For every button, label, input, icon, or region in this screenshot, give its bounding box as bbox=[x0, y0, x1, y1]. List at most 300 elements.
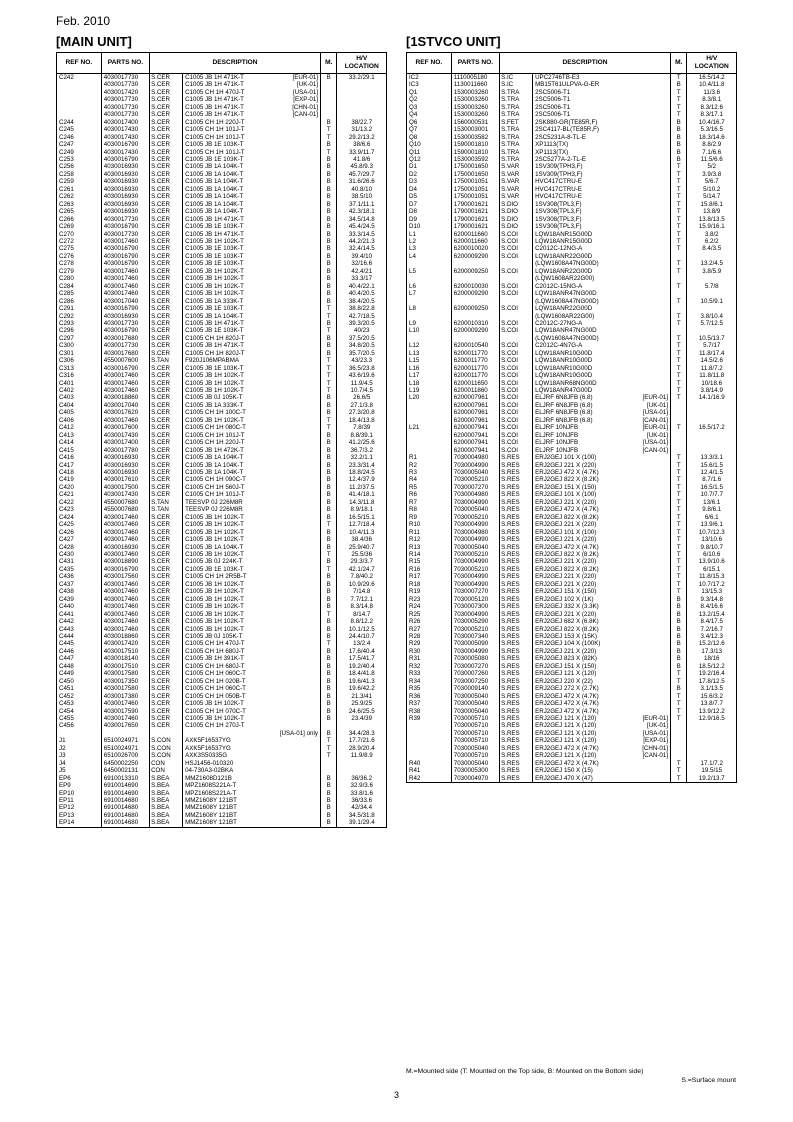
mounted-side: T bbox=[670, 96, 687, 103]
table-row bbox=[57, 790, 387, 797]
mounted-side: T bbox=[320, 313, 337, 320]
version-tag: [EUR-01] bbox=[292, 74, 318, 81]
part-number: 4030017730 bbox=[101, 111, 149, 118]
mounted-side: B bbox=[320, 536, 337, 543]
hv-location: 28.9/20.4 bbox=[337, 745, 387, 752]
ref-no: C441 bbox=[57, 611, 102, 618]
part-type: S.RES bbox=[500, 678, 533, 685]
part-number: 1790001621 bbox=[451, 223, 499, 230]
part-type: S.RES bbox=[500, 722, 533, 729]
ref-no bbox=[407, 260, 452, 267]
table-row bbox=[407, 335, 737, 342]
ref-no: Q7 bbox=[407, 126, 452, 133]
table-row bbox=[57, 96, 387, 103]
ref-no: C245 bbox=[57, 126, 102, 133]
part-description bbox=[533, 603, 671, 610]
part-type: S.CER bbox=[150, 394, 183, 401]
part-number: 4030017040 bbox=[101, 402, 149, 409]
description-text: C1005 JB 1E 103K-T bbox=[185, 327, 244, 335]
mounted-side: B bbox=[670, 663, 687, 670]
mounted-side: B bbox=[670, 119, 687, 126]
mounted-side: T bbox=[670, 245, 687, 252]
ref-no: C425 bbox=[57, 521, 102, 528]
part-description bbox=[183, 812, 321, 819]
description-text: ERJ2GEJ 822 X (8.2K) bbox=[535, 565, 599, 573]
description-text: ERJ2GEJ 121 X (120) bbox=[535, 714, 597, 722]
ref-no bbox=[407, 313, 452, 320]
table-row bbox=[407, 633, 737, 640]
part-number: 1130011660 bbox=[451, 81, 499, 88]
hv-location: 15.9/16.1 bbox=[687, 223, 737, 230]
mounted-side: T bbox=[670, 588, 687, 595]
hv-location: 8.8/12.2 bbox=[337, 618, 387, 625]
table-row bbox=[57, 104, 387, 111]
table-row bbox=[57, 372, 387, 379]
mounted-side: T bbox=[320, 372, 337, 379]
description-text: C1005 CH 1H 101J-T bbox=[185, 133, 245, 141]
table-row bbox=[57, 640, 387, 647]
hv-location: 13.9/12.2 bbox=[687, 708, 737, 715]
part-number: 6200010030 bbox=[451, 283, 499, 290]
ref-no bbox=[407, 722, 452, 729]
description-text: ERJ2GEJ 682 X (6.8K) bbox=[535, 618, 599, 626]
description-text: C1005 JB 1A 104K-T bbox=[185, 208, 244, 216]
table-row bbox=[407, 529, 737, 536]
part-type: S.RES bbox=[500, 521, 533, 528]
ref-no: C439 bbox=[57, 596, 102, 603]
table-row bbox=[407, 245, 737, 252]
description-text: C1005 JB 1H 102K-T bbox=[185, 416, 244, 424]
part-description bbox=[533, 380, 671, 387]
hv-location: 19.6/41.3 bbox=[337, 678, 387, 685]
ref-no: L4 bbox=[407, 253, 452, 260]
ref-no: R40 bbox=[407, 760, 452, 767]
description-text: C1005 JB 1H 391K-T bbox=[185, 655, 244, 663]
mounted-side: B bbox=[320, 678, 337, 685]
part-description bbox=[183, 119, 321, 126]
description-text: LQW18ANR15G00D bbox=[535, 237, 593, 245]
mounted-side bbox=[320, 81, 337, 88]
hv-location bbox=[337, 722, 387, 729]
hv-location bbox=[687, 402, 737, 409]
part-type: S.COI bbox=[500, 290, 533, 297]
description-text: ERJ2GEJ 151 X (150) bbox=[535, 588, 597, 596]
parts-no-header: PARTS NO. bbox=[451, 53, 499, 74]
mounted-side: T bbox=[670, 193, 687, 200]
table-row bbox=[57, 387, 387, 394]
part-type: S.RES bbox=[500, 685, 533, 692]
table-row bbox=[57, 447, 387, 454]
part-number bbox=[451, 298, 499, 305]
mounted-side: B bbox=[320, 335, 337, 342]
part-number: 4030017430 bbox=[101, 432, 149, 439]
description-text: MMZ1608Y 121BT bbox=[185, 811, 237, 819]
ref-no: J1 bbox=[57, 737, 102, 744]
ref-no bbox=[407, 335, 452, 342]
part-number: 4030017420 bbox=[101, 640, 149, 647]
description-text: C1005 JB 1E 103K-T bbox=[185, 252, 244, 260]
description-text: ERJ2GEJ 472 X (4.7K) bbox=[535, 744, 599, 752]
hv-location: 38.4/20.5 bbox=[337, 298, 387, 305]
hv-location: 12.7/18.4 bbox=[337, 521, 387, 528]
part-number: 4030016930 bbox=[101, 193, 149, 200]
part-description bbox=[533, 163, 671, 170]
mounted-side: T bbox=[670, 566, 687, 573]
table-row bbox=[407, 350, 737, 357]
hv-location: 36/36.2 bbox=[337, 775, 387, 782]
part-type: S.COI bbox=[500, 342, 533, 349]
description-text: ERJ2GEJ 221 X (220) bbox=[535, 573, 597, 581]
ref-no: C430 bbox=[57, 551, 102, 558]
description-text: C1005 CH 1H 820J-T bbox=[185, 334, 245, 342]
ref-no: Q6 bbox=[407, 119, 452, 126]
ref-no: C265 bbox=[57, 208, 102, 215]
part-type: S.CER bbox=[150, 566, 183, 573]
mounted-side: T bbox=[670, 342, 687, 349]
description-text: AXK5F16537YG bbox=[185, 737, 231, 745]
mounted-side: B bbox=[320, 819, 337, 827]
description-text: C1005 JB 1H 471K-T bbox=[185, 103, 244, 111]
part-description bbox=[533, 514, 671, 521]
part-number: 4030016790 bbox=[101, 365, 149, 372]
hv-location: 10.7/12.3 bbox=[687, 529, 737, 536]
hv-location bbox=[687, 327, 737, 334]
part-description bbox=[533, 119, 671, 126]
description-text: ERJ2GEJ 822 X (8.2K) bbox=[535, 551, 599, 558]
part-number: 1530003582 bbox=[451, 134, 499, 141]
hv-location bbox=[337, 96, 387, 103]
part-number: 6200011650 bbox=[451, 380, 499, 387]
mounted-side: T bbox=[670, 178, 687, 185]
ref-no: L21 bbox=[407, 424, 452, 431]
part-number: 1750001051 bbox=[451, 193, 499, 200]
part-type: S.RES bbox=[500, 454, 533, 461]
table-row bbox=[407, 320, 737, 327]
part-description bbox=[533, 74, 671, 82]
table-row bbox=[407, 722, 737, 729]
table-row bbox=[57, 670, 387, 677]
hv-location: 33.8/1.6 bbox=[337, 790, 387, 797]
hv-location: 5/2 bbox=[687, 163, 737, 170]
description-text: LQW18ANR10G00D bbox=[535, 349, 593, 357]
part-description bbox=[533, 290, 671, 297]
part-description bbox=[183, 193, 321, 200]
part-number: 4030017460 bbox=[101, 290, 149, 297]
part-number: 4030016930 bbox=[101, 163, 149, 170]
part-number: 4030017560 bbox=[101, 573, 149, 580]
mounted-side: B bbox=[320, 596, 337, 603]
part-number: 7030005120 bbox=[451, 596, 499, 603]
ref-no: L2 bbox=[407, 238, 452, 245]
mounted-side: B bbox=[320, 700, 337, 707]
part-number: 6200011770 bbox=[451, 365, 499, 372]
mounted-side: B bbox=[320, 708, 337, 715]
table-row bbox=[57, 171, 387, 178]
mounted-side: B bbox=[320, 648, 337, 655]
part-number: 4030016790 bbox=[101, 223, 149, 230]
part-number: 4550007680 bbox=[101, 499, 149, 506]
description-text: HVC417CTRU-E bbox=[535, 178, 582, 186]
part-type: S.RES bbox=[500, 626, 533, 633]
mounted-side-header: M. bbox=[670, 53, 687, 74]
table-row bbox=[407, 730, 737, 737]
hv-location bbox=[687, 745, 737, 752]
hv-location: 31.6/26.6 bbox=[337, 178, 387, 185]
part-description bbox=[183, 149, 321, 156]
part-description bbox=[183, 238, 321, 245]
mounted-side bbox=[670, 737, 687, 744]
description-text: C1005 JB 1H 102K-T bbox=[185, 551, 244, 558]
table-row bbox=[57, 327, 387, 334]
part-type: S.CON bbox=[150, 752, 183, 759]
hv-location: 45.8/9.3 bbox=[337, 163, 387, 170]
part-description bbox=[183, 126, 321, 133]
mounted-side: B bbox=[320, 491, 337, 498]
description-text: C1005 JB 1A 104K-T bbox=[185, 469, 244, 477]
mounted-side: T bbox=[670, 462, 687, 469]
part-number: 4030016790 bbox=[101, 566, 149, 573]
hv-location: 25.9/40.7 bbox=[337, 544, 387, 551]
table-row bbox=[57, 163, 387, 170]
part-number: 7030007300 bbox=[451, 603, 499, 610]
ref-no: C402 bbox=[57, 387, 102, 394]
table-row bbox=[57, 298, 387, 305]
mounted-side bbox=[670, 253, 687, 260]
hv-location: 3.8/10.4 bbox=[687, 313, 737, 320]
hv-location: 45.7/29.7 bbox=[337, 171, 387, 178]
part-type: S.RES bbox=[500, 544, 533, 551]
description-text: C1005 CH 1H 101J-T bbox=[185, 491, 245, 499]
mounted-side: T bbox=[670, 476, 687, 483]
ref-no: C259 bbox=[57, 178, 102, 185]
ref-no: C440 bbox=[57, 603, 102, 610]
hv-location: 13.8/9 bbox=[687, 208, 737, 215]
part-number: 7030005080 bbox=[451, 655, 499, 662]
part-number: 7030004990 bbox=[451, 573, 499, 580]
part-number: 6910014680 bbox=[101, 797, 149, 804]
part-type: S.RES bbox=[500, 588, 533, 595]
hv-location: 7.2/16.7 bbox=[687, 626, 737, 633]
hv-location: 31/13.2 bbox=[337, 126, 387, 133]
part-description bbox=[183, 186, 321, 193]
part-type: S.RES bbox=[500, 476, 533, 483]
part-number: 4030017460 bbox=[101, 551, 149, 558]
part-description bbox=[533, 327, 671, 334]
mounted-side: B bbox=[320, 529, 337, 536]
mounted-side: T bbox=[670, 380, 687, 387]
part-type: S.RES bbox=[500, 462, 533, 469]
part-number: 1110005180 bbox=[451, 74, 499, 82]
table-row bbox=[407, 141, 737, 148]
mounted-side: B bbox=[320, 655, 337, 662]
version-tag: [UK-01] bbox=[297, 81, 318, 89]
ref-no bbox=[57, 96, 102, 103]
table-row bbox=[407, 216, 737, 223]
part-type: S.CER bbox=[150, 126, 183, 133]
mounted-side: T bbox=[320, 417, 337, 424]
mounted-side bbox=[320, 104, 337, 111]
hv-location: 13.8/13.5 bbox=[687, 216, 737, 223]
ref-no: R34 bbox=[407, 678, 452, 685]
table-row bbox=[407, 372, 737, 379]
hv-location: 11.8/17.4 bbox=[687, 350, 737, 357]
ref-no bbox=[407, 730, 452, 737]
mounted-side: T bbox=[670, 365, 687, 372]
part-description bbox=[533, 588, 671, 595]
ref-no bbox=[57, 730, 102, 737]
part-type: S.CER bbox=[150, 476, 183, 483]
part-type: S.RES bbox=[500, 655, 533, 662]
description-text: C1005 JB 1H 102K-T bbox=[185, 275, 244, 283]
part-description bbox=[183, 663, 321, 670]
ref-no: C413 bbox=[57, 432, 102, 439]
version-tag: [CAN-01] bbox=[292, 111, 318, 119]
ref-no: C451 bbox=[57, 685, 102, 692]
part-number: 4030017650 bbox=[101, 722, 149, 729]
part-type: S.FET bbox=[500, 119, 533, 126]
table-row bbox=[57, 715, 387, 722]
description-text: LQW18ANR15G00D bbox=[535, 230, 593, 238]
part-type bbox=[500, 335, 533, 342]
description-text: C1005 CH 1H 560J-T bbox=[185, 483, 245, 491]
part-type: S.COI bbox=[500, 283, 533, 290]
part-description bbox=[183, 722, 321, 729]
part-type: S.CER bbox=[150, 544, 183, 551]
part-description bbox=[183, 730, 321, 737]
table-row bbox=[57, 439, 387, 446]
description-text: C1005 CH 1H 680J-T bbox=[185, 662, 245, 670]
table-row bbox=[57, 678, 387, 685]
hv-location: 7.8/39 bbox=[337, 424, 387, 431]
part-type: S.RES bbox=[500, 529, 533, 536]
table-row bbox=[407, 417, 737, 424]
part-description bbox=[533, 171, 671, 178]
ref-no: EP9 bbox=[57, 782, 102, 789]
part-description bbox=[533, 394, 671, 401]
ref-no: L10 bbox=[407, 327, 452, 334]
table-row bbox=[407, 700, 737, 707]
table-row bbox=[407, 752, 737, 759]
hv-location: 16.5/1.5 bbox=[687, 484, 737, 491]
part-description bbox=[183, 208, 321, 215]
part-number: 4030017730 bbox=[101, 320, 149, 327]
table-row bbox=[407, 409, 737, 416]
description-text: C1005 JB 0J 224K-T bbox=[185, 558, 243, 566]
ref-no: C454 bbox=[57, 708, 102, 715]
table-row bbox=[57, 812, 387, 819]
ref-no: R23 bbox=[407, 596, 452, 603]
description-text: ERJ2GEJ 822 X (8.2K) bbox=[535, 513, 599, 521]
hv-location: 38.5/10 bbox=[337, 193, 387, 200]
part-type bbox=[500, 298, 533, 305]
hv-location: 18.5/12.2 bbox=[687, 663, 737, 670]
table-row bbox=[57, 767, 387, 774]
part-description bbox=[533, 730, 671, 737]
mounted-side bbox=[670, 417, 687, 424]
part-description bbox=[183, 603, 321, 610]
table-row bbox=[57, 730, 387, 737]
part-description bbox=[533, 573, 671, 580]
table-row bbox=[57, 402, 387, 409]
part-description bbox=[183, 104, 321, 111]
part-description bbox=[533, 141, 671, 148]
part-number: 7030005210 bbox=[451, 476, 499, 483]
part-description bbox=[533, 134, 671, 141]
ref-no: C242 bbox=[57, 74, 102, 82]
part-number: 4030017730 bbox=[101, 96, 149, 103]
part-type: S.RES bbox=[500, 745, 533, 752]
hv-location: 8.4/3.5 bbox=[687, 245, 737, 252]
part-number: 4030017430 bbox=[101, 149, 149, 156]
ref-no: R36 bbox=[407, 693, 452, 700]
part-type: S.CER bbox=[150, 335, 183, 342]
description-text: TEESVP 0J 226M8R bbox=[185, 506, 243, 514]
ref-no: C422 bbox=[57, 499, 102, 506]
table-row bbox=[407, 678, 737, 685]
mounted-side: B bbox=[320, 275, 337, 282]
part-type: S.CER bbox=[150, 618, 183, 625]
mounted-side: B bbox=[670, 611, 687, 618]
ref-no: D5 bbox=[407, 193, 452, 200]
mounted-side: T bbox=[670, 700, 687, 707]
part-number: 4030017460 bbox=[101, 596, 149, 603]
hv-location: 11.8/15.3 bbox=[687, 573, 737, 580]
hv-location: 12.9/16.5 bbox=[687, 715, 737, 722]
hv-location: 32.9/3.6 bbox=[337, 782, 387, 789]
table-row bbox=[57, 380, 387, 387]
description-text: LQW18ANR47NG00D bbox=[535, 327, 597, 335]
part-description bbox=[183, 178, 321, 185]
ref-no: L13 bbox=[407, 350, 452, 357]
description-text: HSJ1456-010320 bbox=[185, 759, 234, 767]
part-type: S.RES bbox=[500, 708, 533, 715]
part-description bbox=[533, 521, 671, 528]
ref-no: C262 bbox=[57, 193, 102, 200]
ref-no: R30 bbox=[407, 648, 452, 655]
part-number: 6910013310 bbox=[101, 775, 149, 782]
part-type: S.CER bbox=[150, 298, 183, 305]
description-text: ERJ2GEJ 153 X (15K) bbox=[535, 632, 597, 640]
ref-no: C275 bbox=[57, 245, 102, 252]
part-description bbox=[533, 767, 671, 774]
description-text: ERJ2GEJ 221 X (220) bbox=[535, 521, 597, 529]
ref-no: C426 bbox=[57, 529, 102, 536]
part-description bbox=[183, 305, 321, 312]
description-text: C1005 JB 1A 104K-T bbox=[185, 454, 244, 462]
version-tag: [UK-01] bbox=[647, 722, 668, 730]
ref-no: J4 bbox=[57, 760, 102, 767]
table-row bbox=[407, 111, 737, 118]
ref-no bbox=[407, 417, 452, 424]
part-number: 4030016790 bbox=[101, 245, 149, 252]
part-type: S.COI bbox=[500, 305, 533, 312]
description-text: C1005 JB 1H 102K-T bbox=[185, 267, 244, 275]
hv-location: 3.8/14.9 bbox=[687, 387, 737, 394]
table-row bbox=[57, 693, 387, 700]
table-row bbox=[407, 201, 737, 208]
part-type: S.RES bbox=[500, 670, 533, 677]
hv-location: 19.5/15 bbox=[687, 767, 737, 774]
part-number: 1560000531 bbox=[451, 119, 499, 126]
part-description bbox=[183, 745, 321, 752]
part-description bbox=[533, 663, 671, 670]
mounted-side: B bbox=[320, 141, 337, 148]
part-type: S.CER bbox=[150, 715, 183, 722]
description-text: C1005 JB 1H 471K-T bbox=[185, 111, 244, 119]
ref-no: R16 bbox=[407, 566, 452, 573]
part-description bbox=[183, 275, 321, 282]
part-type: S.COI bbox=[500, 231, 533, 238]
